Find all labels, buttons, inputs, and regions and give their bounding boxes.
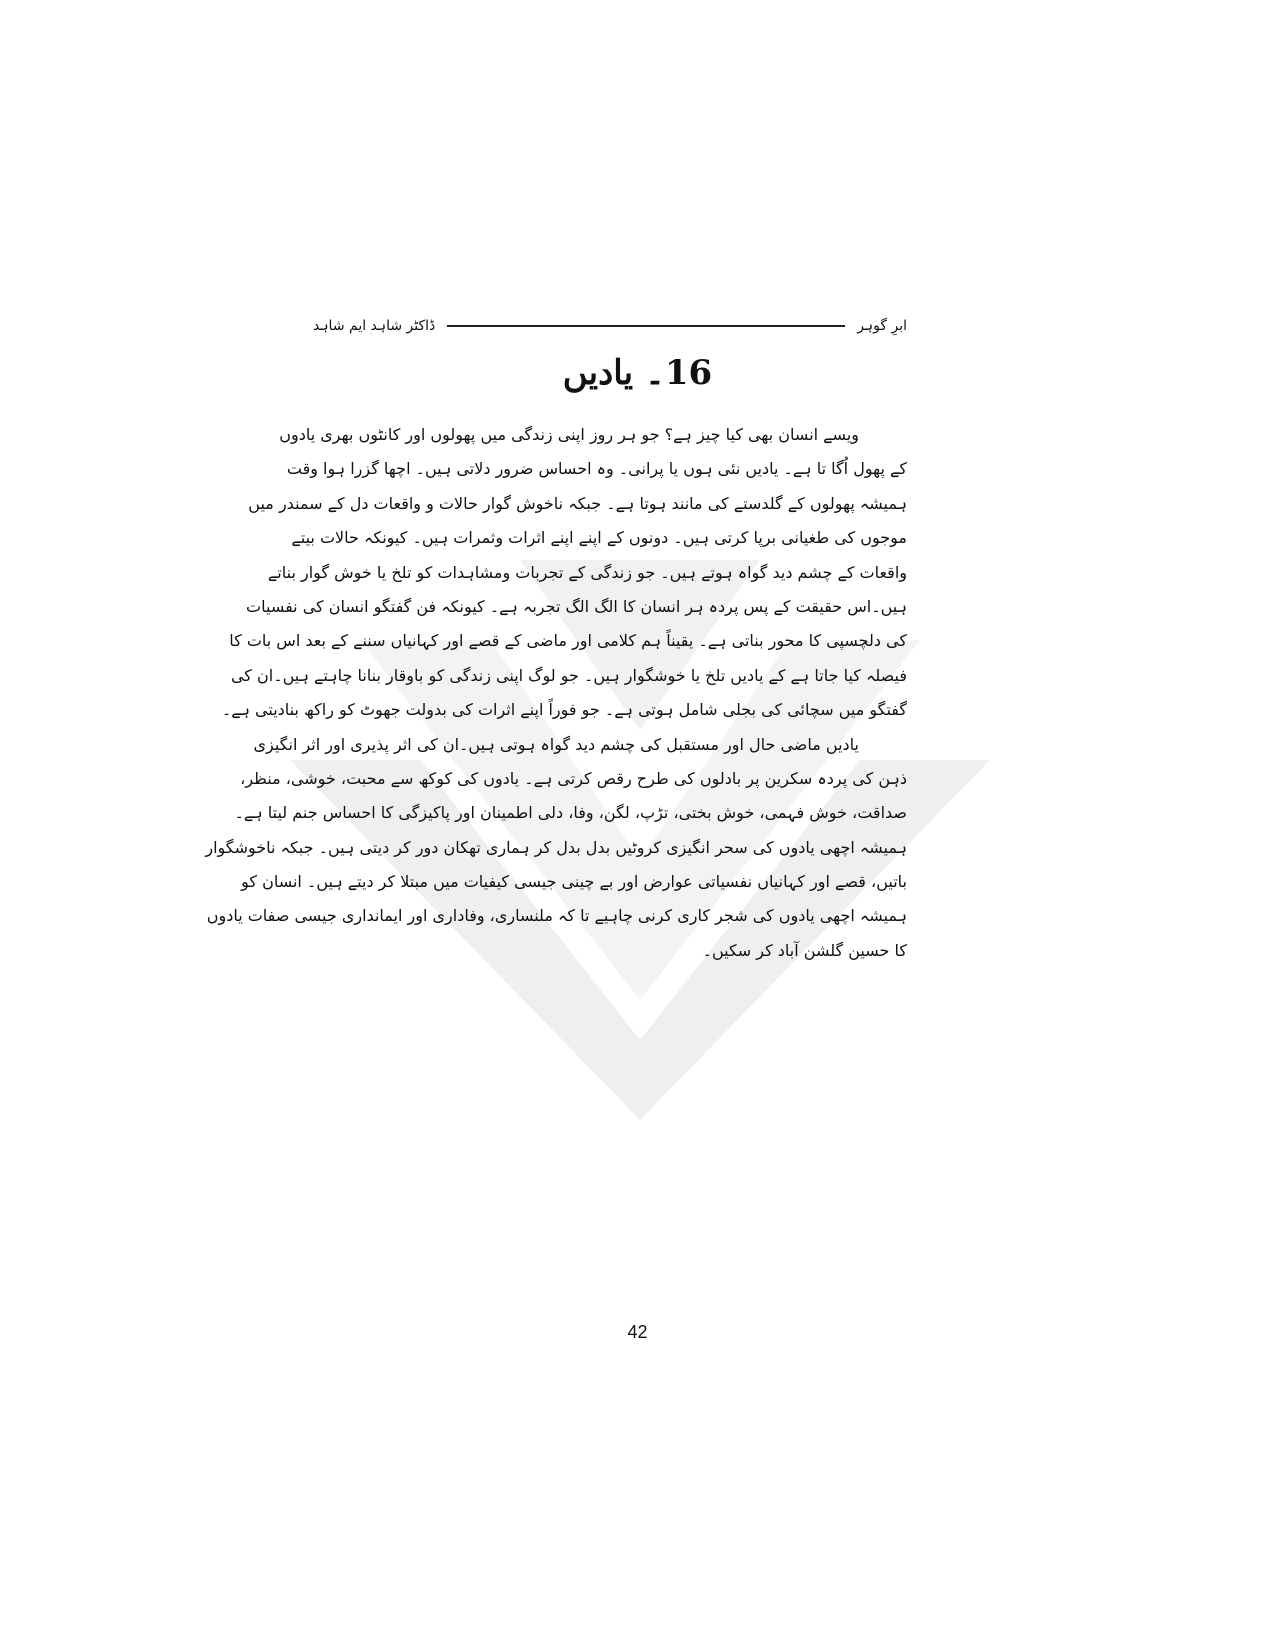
running-header (313, 312, 907, 340)
text-line: ہمیشہ اچھی یادوں کی شجر کاری کرنی چاہیے تا کہ ملنساری، وفاداری اور ایمانداری جیسی صفات یادوں (206, 906, 907, 926)
text-line: ذہن کی پردہ سکرین پر بادلوں کی طرح رقص کرتی ہے۔ یادوں کی کوکھ سے محبت، خوشی، منظر، (240, 768, 907, 788)
text-line: یادیں ماضی حال اور مستقبل کی چشم دید گواہ ہوتی ہیں۔ان کی اثر پذیری اور اثر انگیزی (253, 734, 859, 754)
body-text (205, 418, 907, 968)
text-line: گفتگو میں سچائی کی بجلی شامل ہوتی ہے۔ جو فوراً اپنے اثرات کی بدولت جھوٹ کو راکھ بنادیتی ہے۔ (221, 700, 907, 720)
text-line: کے پھول اُگا تا ہے۔ یادیں نئی ہوں یا پرانی۔ وہ احساس ضرور دلاتی ہیں۔ اچھا گزرا ہوا وقت (286, 459, 907, 479)
text-line: کا حسین گلشن آباد کر سکیں۔ (702, 940, 907, 960)
text-line: ہمیشہ پھولوں کے گلدستے کی مانند ہوتا ہے۔ جبکہ ناخوش گوار حالات و واقعات دل کے سمندر میں (248, 493, 907, 513)
text-line: واقعات کے چشم دید گواہ ہوتے ہیں۔ جو زندگی کے تجربات ومشاہدات کو تلخ یا خوش گوار بناتے (267, 562, 907, 582)
text-line: ہیں۔اس حقیقت کے پس پردہ ہر انسان کا الگ الگ تجربہ ہے۔ کیونکہ فن گفتگو انسان کی نفسیات (246, 596, 907, 616)
text-line: صداقت، خوش فہمی، خوش بختی، تڑپ، لگن، وفا، دلی اطمینان اور پاکیزگی کا احساس جنم لیتا ہے۔ (234, 803, 907, 823)
chapter-title: 16۔ یادیں (562, 353, 713, 393)
header-rule (447, 325, 845, 327)
text-line: ہمیشہ اچھی یادوں کی سحر انگیزی کروٹیں بدل بدل کر ہماری تھکان دور کر دیتی ہیں۔ جبکہ ناخوشگوار (205, 837, 907, 857)
text-line: باتیں، قصے اور کہانیاں نفسیاتی عوارض اور بے چینی جیسی کیفیات میں مبتلا کر دیتے ہیں۔ انسان کو (241, 872, 907, 892)
page-number: 42 (627, 1322, 648, 1342)
text-line: موجوں کی طغیانی برپا کرتی ہیں۔ دونوں کے اپنے اپنے اثرات وثمرات ہیں۔ کیونکہ حالات بیتے (291, 528, 907, 548)
header-author: ڈاکٹر شاہد ایم شاہد (313, 318, 436, 334)
header-book-title: ابرِ گوہر (857, 318, 907, 334)
text-line: کی دلچسپی کا محور بناتی ہے۔ یقیناً ہم کلامی اور ماضی کے قصے اور کہانیاں سننے کے بعد اس بات کا (229, 631, 907, 651)
text-line: ویسے انسان بھی کیا چیز ہے؟ جو ہر روز اپنی زندگی میں پھولوں اور کانٹوں بھری یادوں (279, 425, 859, 444)
text-line: فیصلہ کیا جاتا ہے کے یادیں تلخ یا خوشگوار ہیں۔ جو لوگ اپنی زندگی کو باوقار بنانا چاہتے ہیں۔ان کی (230, 665, 907, 685)
